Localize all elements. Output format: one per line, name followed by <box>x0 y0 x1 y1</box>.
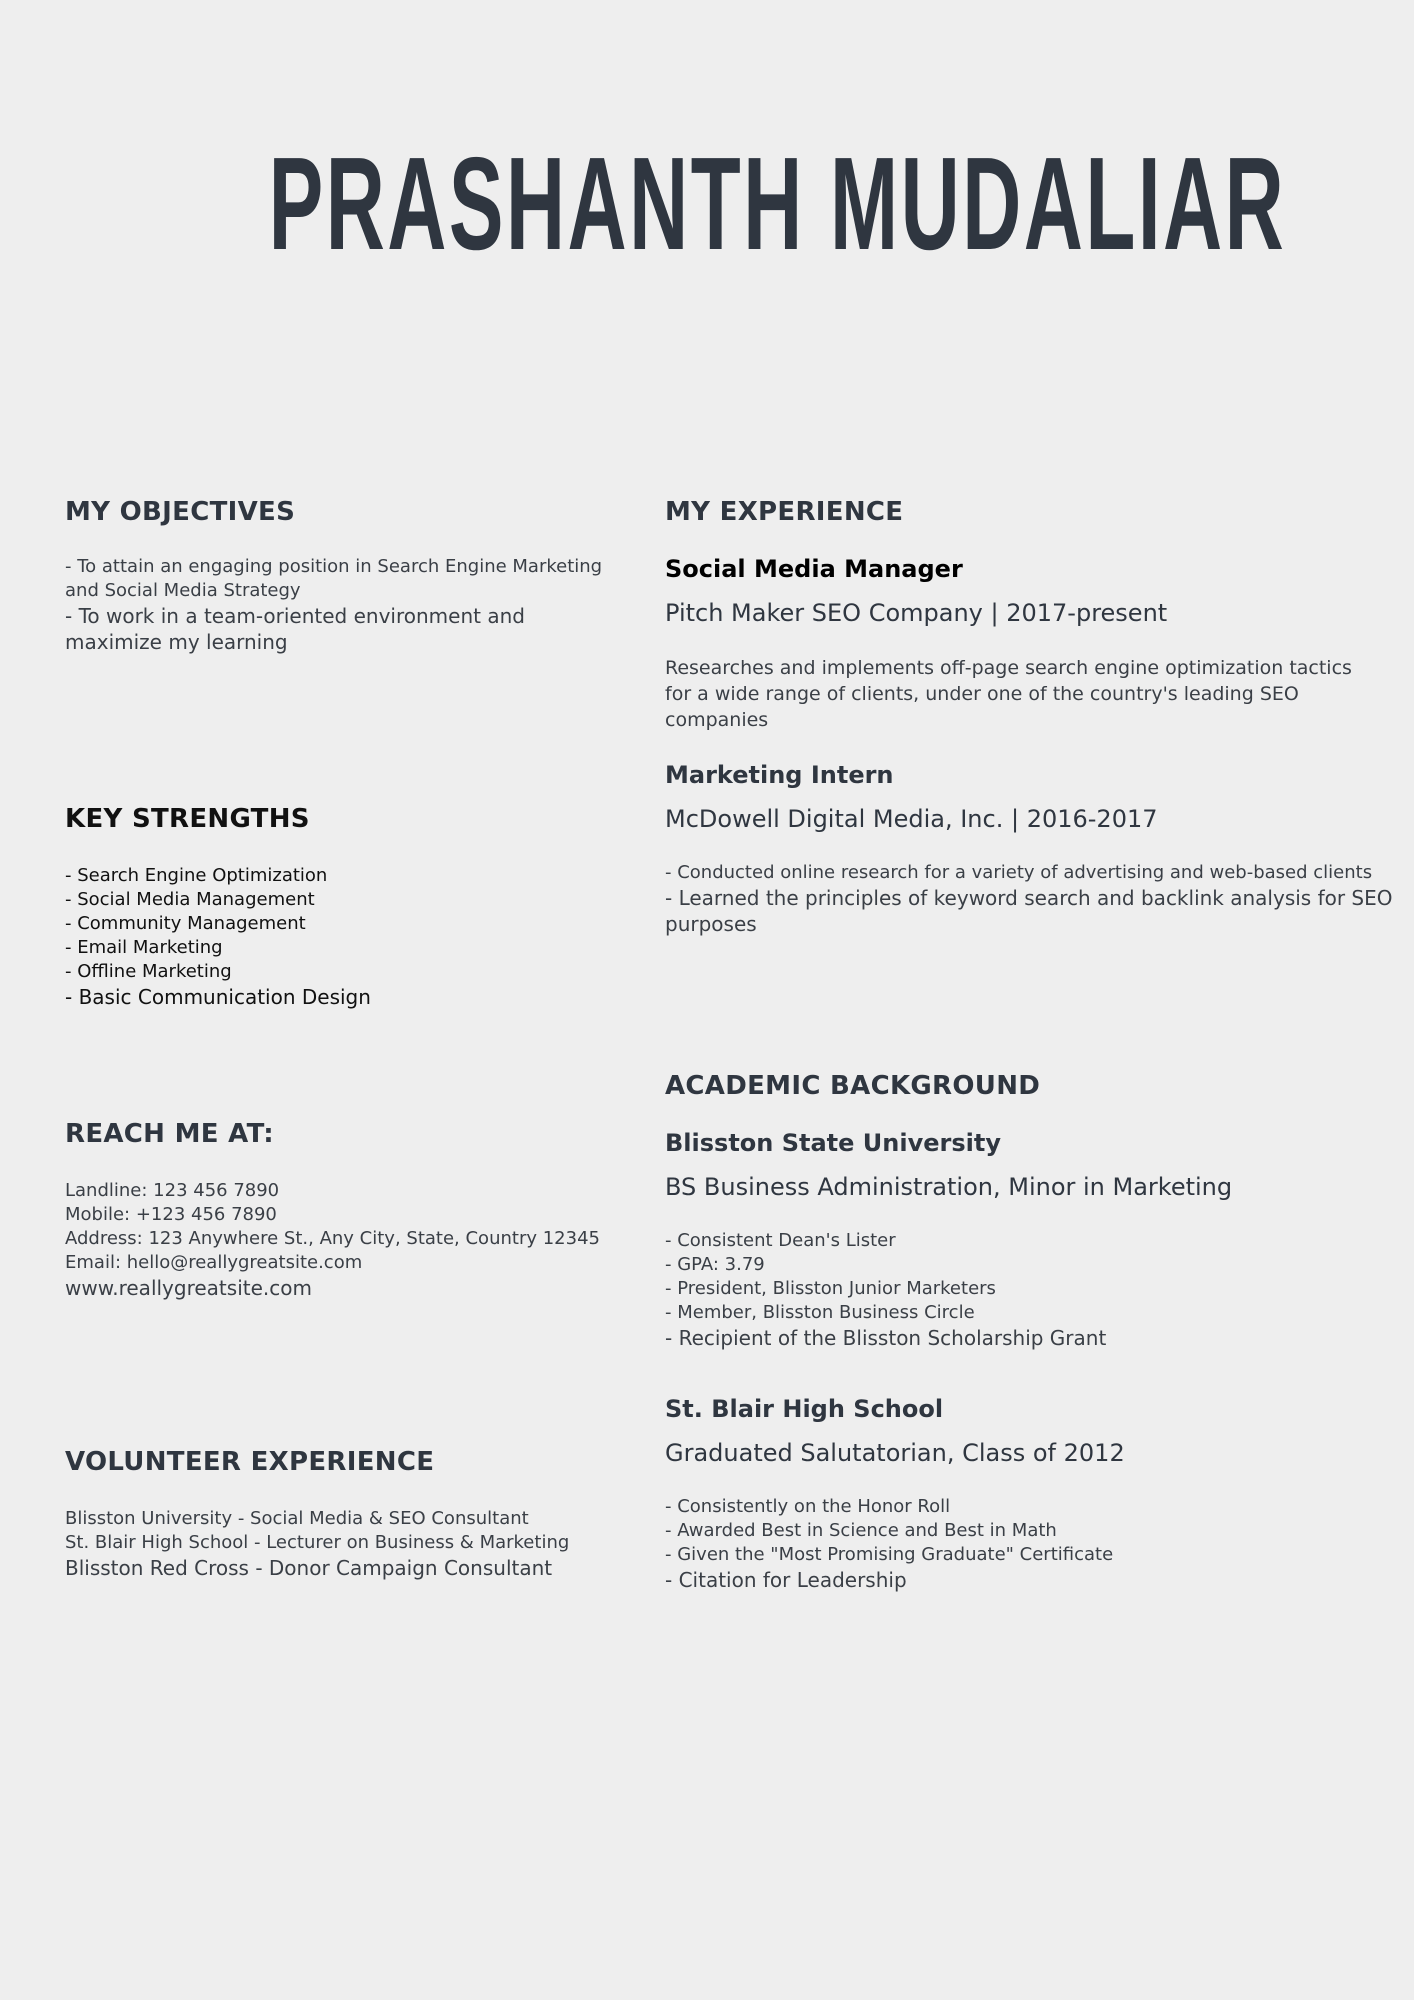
achievement-item: - Recipient of the Blisston Scholarship Grant <box>665 1326 1107 1350</box>
strength-item: - Basic Communication Design <box>65 985 371 1009</box>
school-entry <box>665 1395 1232 1593</box>
strengths-section <box>65 804 371 1010</box>
job-entry <box>665 555 1393 733</box>
experience-section <box>665 497 1393 937</box>
objectives-heading: MY OBJECTIVES <box>65 497 296 527</box>
landline-text: Landline: 123 456 7890 <box>65 1180 280 1201</box>
achievement-item: - Consistently on the Honor Roll <box>665 1496 951 1517</box>
job-description <box>665 655 1393 733</box>
job-description <box>665 861 1393 937</box>
objectives-section <box>65 497 602 655</box>
academic-section <box>665 1071 1232 1593</box>
strengths-heading: KEY STRENGTHS <box>65 804 310 834</box>
contact-section <box>65 1119 600 1301</box>
candidate-name: PRASHANTH MUDALIAR <box>268 130 1287 277</box>
strengths-list <box>65 864 371 1010</box>
achievement-item: - Citation for Leadership <box>665 1568 907 1592</box>
job-entry <box>665 761 1393 937</box>
school-name: Blisston State University <box>665 1129 1001 1157</box>
volunteer-item: Blisston University - Social Media & SEO Consultant <box>65 1508 529 1529</box>
mobile-text: Mobile: +123 456 7890 <box>65 1204 277 1225</box>
school-achievements <box>665 1495 1232 1593</box>
website-text: www.reallygreatsite.com <box>65 1276 312 1300</box>
objectives-list <box>65 555 602 655</box>
contact-list <box>65 1179 600 1301</box>
job-description-line: - Learned the principles of keyword search and backlink analysis for SEO <box>665 886 1393 910</box>
job-title: Marketing Intern <box>665 761 894 789</box>
volunteer-section <box>65 1447 569 1581</box>
academic-heading: ACADEMIC BACKGROUND <box>665 1071 1041 1101</box>
email-text: Email: hello@reallygreatsite.com <box>65 1252 363 1273</box>
strength-item: - Search Engine Optimization <box>65 865 328 886</box>
achievement-item: - Member, Blisston Business Circle <box>665 1302 975 1323</box>
volunteer-heading: VOLUNTEER EXPERIENCE <box>65 1447 435 1477</box>
job-description-line: purposes <box>665 912 757 936</box>
experience-heading: MY EXPERIENCE <box>665 497 904 527</box>
school-entry <box>665 1129 1232 1351</box>
achievement-item: - Awarded Best in Science and Best in Math <box>665 1520 1057 1541</box>
achievement-item: - President, Blisston Junior Marketers <box>665 1278 996 1299</box>
volunteer-item: St. Blair High School - Lecturer on Business & Marketing <box>65 1532 570 1553</box>
achievement-item: - Consistent Dean's Lister <box>665 1230 896 1251</box>
job-description-line: for a wide range of clients, under one of the country's leading SEO <box>665 683 1299 705</box>
achievement-item: - GPA: 3.79 <box>665 1254 765 1275</box>
job-description-line: Researches and implements off-page search engine optimization tactics <box>665 657 1352 679</box>
job-company: Pitch Maker SEO Company | 2017-present <box>665 599 1168 627</box>
strength-item: - Community Management <box>65 913 306 934</box>
objective-line: maximize my learning <box>65 630 288 654</box>
school-achievements <box>665 1229 1232 1351</box>
school-name: St. Blair High School <box>665 1395 944 1423</box>
job-company: McDowell Digital Media, Inc. | 2016-2017 <box>665 805 1158 833</box>
strength-item: - Email Marketing <box>65 937 223 958</box>
job-description-line: - Conducted online research for a variety of advertising and web-based clients <box>665 862 1373 883</box>
objective-line: - To work in a team-oriented environment and <box>65 604 525 628</box>
volunteer-list <box>65 1507 569 1581</box>
address-text: Address: 123 Anywhere St., Any City, State, Country 12345 <box>65 1228 600 1249</box>
contact-heading: REACH ME AT: <box>65 1119 274 1149</box>
objective-line: and Social Media Strategy <box>65 580 301 601</box>
strength-item: - Offline Marketing <box>65 961 232 982</box>
achievement-item: - Given the "Most Promising Graduate" Certificate <box>665 1544 1114 1565</box>
school-degree: Graduated Salutatorian, Class of 2012 <box>665 1439 1125 1467</box>
job-description-line: companies <box>665 709 769 731</box>
job-title: Social Media Manager <box>665 555 963 583</box>
volunteer-item: Blisston Red Cross - Donor Campaign Consultant <box>65 1556 553 1580</box>
strength-item: - Social Media Management <box>65 889 315 910</box>
school-degree: BS Business Administration, Minor in Marketing <box>665 1173 1233 1201</box>
objective-line: - To attain an engaging position in Search Engine Marketing <box>65 556 603 577</box>
